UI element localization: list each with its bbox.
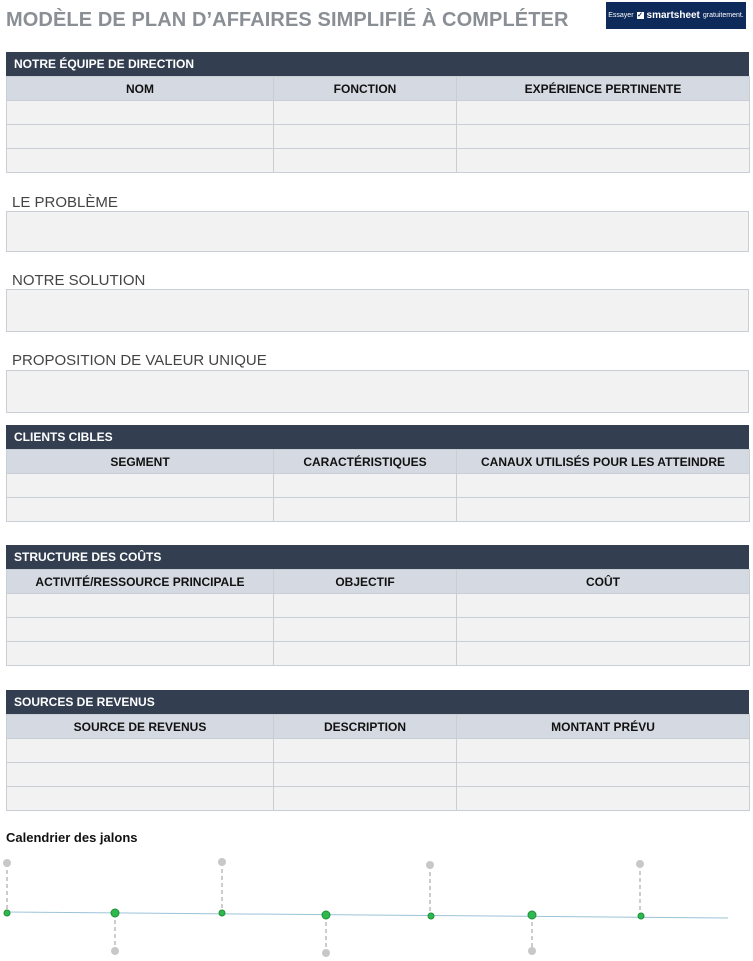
costs-table bbox=[6, 569, 750, 666]
problem-label: LE PROBLÈME bbox=[12, 194, 118, 211]
milestone-marker[interactable] bbox=[638, 913, 644, 919]
table-cell[interactable] bbox=[274, 787, 457, 811]
table-row bbox=[7, 739, 750, 763]
clients-col-segment: SEGMENT bbox=[7, 450, 274, 474]
table-cell[interactable] bbox=[457, 642, 750, 666]
smartsheet-trial-button[interactable] bbox=[606, 2, 746, 29]
badge-brand-text: smartsheet bbox=[646, 10, 700, 21]
clients-col-channels: CANAUX UTILISÉS POUR LES ATTEINDRE bbox=[457, 450, 750, 474]
costs-col-activity: ACTIVITÉ/RESSOURCE PRINCIPALE bbox=[7, 570, 274, 594]
table-cell[interactable] bbox=[7, 642, 274, 666]
milestone-end-dot bbox=[426, 861, 434, 869]
value-prop-field[interactable] bbox=[6, 370, 749, 413]
table-cell[interactable] bbox=[7, 498, 274, 522]
table-cell[interactable] bbox=[7, 101, 274, 125]
table-row bbox=[7, 125, 750, 149]
table-cell[interactable] bbox=[457, 763, 750, 787]
clients-col-characteristics: CARACTÉRISTIQUES bbox=[274, 450, 457, 474]
costs-col-cost: COÛT bbox=[457, 570, 750, 594]
table-cell[interactable] bbox=[274, 594, 457, 618]
table-cell[interactable] bbox=[7, 474, 274, 498]
revenue-table bbox=[6, 714, 750, 811]
table-cell[interactable] bbox=[274, 763, 457, 787]
solution-label: NOTRE SOLUTION bbox=[12, 272, 146, 289]
milestone-end-dot bbox=[322, 949, 330, 957]
clients-heading: CLIENTS CIBLES bbox=[6, 425, 749, 449]
costs-col-objective: OBJECTIF bbox=[274, 570, 457, 594]
table-cell[interactable] bbox=[7, 125, 274, 149]
table-cell[interactable] bbox=[7, 787, 274, 811]
table-cell[interactable] bbox=[457, 474, 750, 498]
table-cell[interactable] bbox=[7, 618, 274, 642]
milestone-marker[interactable] bbox=[428, 913, 434, 919]
badge-free-text: gratuitement. bbox=[702, 12, 744, 19]
team-col-experience: EXPÉRIENCE PERTINENTE bbox=[457, 77, 750, 101]
table-cell[interactable] bbox=[7, 763, 274, 787]
milestone-end-dot bbox=[218, 858, 226, 866]
milestone-end-dot bbox=[636, 860, 644, 868]
milestone-marker[interactable] bbox=[322, 911, 330, 919]
revenue-col-amount: MONTANT PRÉVU bbox=[457, 715, 750, 739]
table-cell[interactable] bbox=[457, 125, 750, 149]
clients-section bbox=[6, 425, 749, 522]
team-col-function: FONCTION bbox=[274, 77, 457, 101]
milestone-end-dot bbox=[528, 947, 536, 955]
team-table bbox=[6, 76, 750, 173]
table-cell[interactable] bbox=[274, 498, 457, 522]
milestone-end-dot bbox=[3, 859, 11, 867]
table-row bbox=[7, 787, 750, 811]
table-cell[interactable] bbox=[457, 618, 750, 642]
timeline-title: Calendrier des jalons bbox=[6, 830, 138, 845]
milestone-timeline bbox=[0, 850, 753, 960]
milestone-marker[interactable] bbox=[111, 909, 119, 917]
table-cell[interactable] bbox=[274, 101, 457, 125]
page-title: MODÈLE DE PLAN D’AFFAIRES SIMPLIFIÉ À COMPLÉTER bbox=[6, 9, 569, 31]
table-cell[interactable] bbox=[7, 739, 274, 763]
costs-heading: STRUCTURE DES COÛTS bbox=[6, 545, 749, 569]
table-cell[interactable] bbox=[457, 594, 750, 618]
table-cell[interactable] bbox=[274, 642, 457, 666]
table-cell[interactable] bbox=[274, 125, 457, 149]
revenue-col-description: DESCRIPTION bbox=[274, 715, 457, 739]
table-cell[interactable] bbox=[457, 149, 750, 173]
milestone-end-dot bbox=[111, 947, 119, 955]
table-row bbox=[7, 474, 750, 498]
solution-field[interactable] bbox=[6, 289, 749, 332]
table-cell[interactable] bbox=[274, 149, 457, 173]
table-cell[interactable] bbox=[274, 474, 457, 498]
revenue-section bbox=[6, 690, 749, 811]
team-col-name: NOM bbox=[7, 77, 274, 101]
table-cell[interactable] bbox=[274, 739, 457, 763]
revenue-heading: SOURCES DE REVENUS bbox=[6, 690, 749, 714]
team-section bbox=[6, 52, 749, 173]
table-row bbox=[7, 594, 750, 618]
costs-section bbox=[6, 545, 749, 666]
table-cell[interactable] bbox=[457, 101, 750, 125]
milestone-marker[interactable] bbox=[528, 911, 536, 919]
table-cell[interactable] bbox=[7, 149, 274, 173]
table-cell[interactable] bbox=[457, 498, 750, 522]
table-cell[interactable] bbox=[457, 739, 750, 763]
clients-table bbox=[6, 449, 750, 522]
problem-field[interactable] bbox=[6, 211, 749, 252]
table-row bbox=[7, 642, 750, 666]
table-cell[interactable] bbox=[274, 618, 457, 642]
table-cell[interactable] bbox=[457, 787, 750, 811]
table-row bbox=[7, 149, 750, 173]
table-row bbox=[7, 101, 750, 125]
table-row bbox=[7, 618, 750, 642]
milestone-marker[interactable] bbox=[219, 910, 225, 916]
table-row bbox=[7, 498, 750, 522]
table-row bbox=[7, 763, 750, 787]
table-cell[interactable] bbox=[7, 594, 274, 618]
milestone-marker[interactable] bbox=[4, 910, 10, 916]
value-prop-label: PROPOSITION DE VALEUR UNIQUE bbox=[12, 352, 267, 369]
badge-try-text: Essayer bbox=[608, 12, 634, 19]
revenue-col-source: SOURCE DE REVENUS bbox=[7, 715, 274, 739]
team-heading: NOTRE ÉQUIPE DE DIRECTION bbox=[6, 52, 749, 76]
smartsheet-logo-icon: ✓ bbox=[637, 12, 643, 19]
